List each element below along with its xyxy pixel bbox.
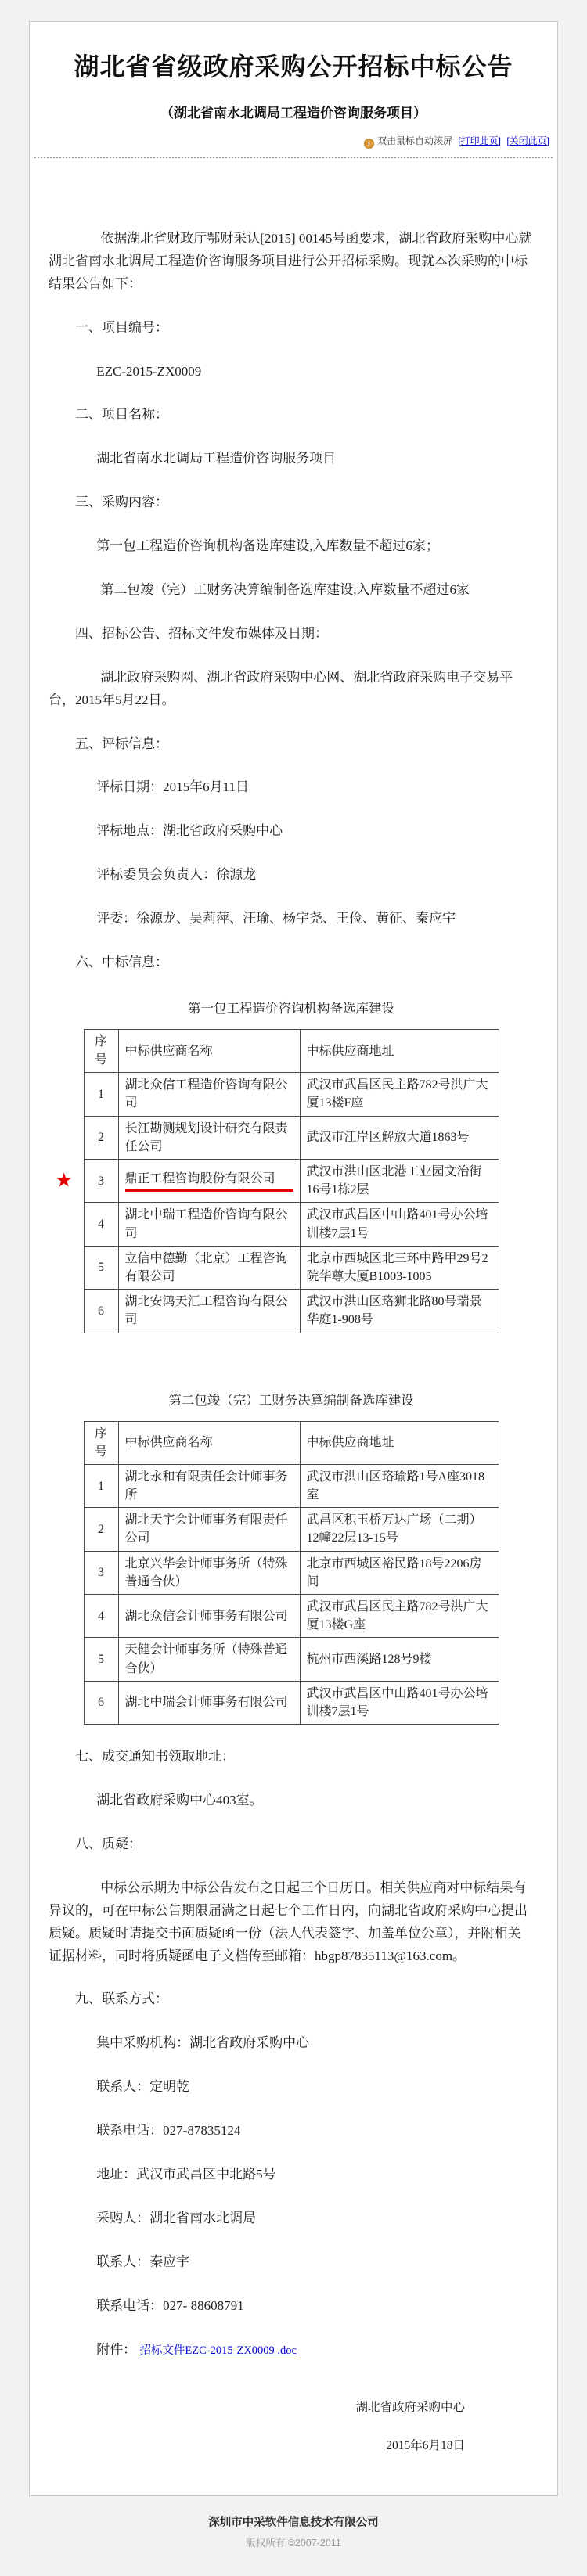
doc-paragraph: 联系电话：027- 88608791 xyxy=(96,2297,244,2313)
doc-paragraph: 联系人：定明乾 xyxy=(96,2079,190,2095)
row-seq: 6 xyxy=(84,1681,118,1724)
doc-paragraph: 评标日期：2015年6月11日 xyxy=(96,779,250,795)
supplier-name: 湖北天宇会计师事务有限责任公司 xyxy=(124,1513,288,1545)
supplier-name: 鼎正工程咨询股份有限公司 xyxy=(125,1170,294,1192)
doc-paragraph: 湖北省政府采购中心403室。 xyxy=(96,1793,263,1808)
row-seq: 2 xyxy=(84,1508,118,1551)
supplier-address: 武汉市武昌区中山路401号办公培训楼7层1号 xyxy=(300,1203,499,1246)
supplier-row xyxy=(84,1116,499,1159)
doc-paragraph: EZC-2015-ZX0009 xyxy=(96,363,202,379)
supplier-row xyxy=(84,1073,499,1116)
col-header-supplier-name: 中标供应商名称 xyxy=(118,1029,300,1072)
supplier-name: 立信中德勤（北京）工程咨询有限公司 xyxy=(124,1251,288,1283)
document-body xyxy=(30,158,557,2456)
page-title: 湖北省省级政府采购公开招标中标公告 xyxy=(74,52,513,81)
col-header-supplier-name: 中标供应商名称 xyxy=(118,1421,300,1464)
doc-paragraph: 评委：徐源龙、吴莉萍、汪瑜、杨宇尧、王俭、黄征、秦应宇 xyxy=(96,911,456,926)
supplier-address: 北京市西城区北三环中路甲29号2院华尊大厦B1003-1005 xyxy=(300,1246,499,1289)
row-seq: 5 xyxy=(98,1261,104,1275)
attachment-line xyxy=(49,2339,534,2362)
doc-paragraph: 联系人：秦应宇 xyxy=(96,2254,190,2269)
print-page-link[interactable]: [打印此页] xyxy=(458,135,501,146)
supplier-address: 杭州市西溪路128号9楼 xyxy=(300,1638,499,1681)
supplier-name: 湖北中瑞工程造价咨询有限公司 xyxy=(124,1208,288,1240)
row-seq: 4 xyxy=(98,1218,104,1232)
supplier-row xyxy=(84,1203,499,1246)
supplier-row xyxy=(84,1638,499,1681)
supplier-row xyxy=(84,1290,499,1333)
package1-supplier-table xyxy=(55,1029,499,1333)
signature-date: 2015年6月18日 xyxy=(386,2439,465,2453)
attachment-doc-link[interactable]: 招标文件EZC-2015-ZX0009 .doc xyxy=(139,2344,297,2357)
supplier-name: 湖北安鸿天汇工程咨询有限公司 xyxy=(124,1295,288,1327)
doc-paragraph: 中标公示期为中标公告发布之日起三个日历日。相关供应商对中标结果有异议的，可在中标公告期限届满之日起七个工作日内，向湖北省政府采购中心提出质疑。质疑时请提交书面质疑函一份（法人代表签字、加盖单位公章），并附相关证据材料，同时将质疑函电子文档传至邮箱：hbgp87835113@163.com。 xyxy=(49,1880,528,1963)
supplier-address: 武汉市洪山区北港工业园文治街16号1栋2层 xyxy=(300,1160,499,1203)
supplier-row xyxy=(84,1681,499,1724)
row-seq: 1 xyxy=(98,1087,104,1101)
supplier-address: 武汉市洪山区珞狮北路80号瑞景华庭1-908号 xyxy=(300,1290,499,1333)
row-seq: 4 xyxy=(84,1595,118,1638)
doc-paragraph: 第二包竣（完）工财务决算编制备选库建设,入库数量不超过6家 xyxy=(100,582,470,598)
supplier-row xyxy=(84,1246,499,1289)
doc-paragraph: 七、成交通知书领取地址： xyxy=(75,1749,235,1765)
package1-table-caption: 第一包工程造价咨询机构备选库建设 xyxy=(188,1000,394,1016)
row-seq: 6 xyxy=(98,1304,104,1318)
signature-org: 湖北省政府采购中心 xyxy=(355,2401,465,2415)
toolbar xyxy=(30,134,557,149)
supplier-name: 湖北众信会计师事务有限公司 xyxy=(124,1609,288,1623)
announcement-document xyxy=(29,21,558,2496)
attachment-label: 附件： xyxy=(96,2341,137,2357)
doc-paragraph: 采购人：湖北省南水北调局 xyxy=(96,2210,257,2225)
row-seq: 5 xyxy=(84,1638,118,1681)
supplier-name: 天健会计师事务所（特殊普通合伙） xyxy=(124,1643,288,1675)
supplier-row xyxy=(84,1551,499,1594)
doc-paragraph: 四、招标公告、招标文件发布媒体及日期： xyxy=(75,625,328,641)
supplier-address: 武汉市武昌区中山路401号办公培训楼7层1号 xyxy=(300,1681,499,1724)
doc-paragraph: 第一包工程造价咨询机构备选库建设,入库数量不超过6家； xyxy=(96,538,439,554)
paragraph-group-1 xyxy=(49,228,534,974)
doc-paragraph: 八、质疑： xyxy=(75,1836,142,1851)
doc-paragraph: 集中采购机构：湖北省政府采购中心 xyxy=(96,2035,310,2051)
supplier-address: 武汉市洪山区珞瑜路1号A座3018室 xyxy=(300,1464,499,1507)
col-header-seq: 序号 xyxy=(84,1421,118,1464)
doc-paragraph: 评标委员会负责人：徐源龙 xyxy=(96,867,257,883)
supplier-address: 武汉市江岸区解放大道1863号 xyxy=(300,1116,499,1159)
col-header-supplier-addr: 中标供应商地址 xyxy=(300,1029,499,1072)
col-header-supplier-addr: 中标供应商地址 xyxy=(300,1421,499,1464)
table-header-row xyxy=(84,1029,499,1072)
col-header-seq: 序号 xyxy=(84,1029,118,1072)
autoscroll-icon: i xyxy=(364,139,374,149)
supplier-address: 武昌区积玉桥万达广场（二期）12幢22层13-15号 xyxy=(300,1508,499,1551)
doc-paragraph: 九、联系方式： xyxy=(75,1991,168,2007)
supplier-name: 湖北永和有限责任会计师事务所 xyxy=(124,1470,288,1502)
package2-table-caption: 第二包竣（完）工财务决算编制备选库建设 xyxy=(168,1392,414,1408)
doc-paragraph: 评标地点：湖北省政府采购中心 xyxy=(96,823,283,839)
package2-supplier-table xyxy=(84,1421,499,1725)
doc-paragraph: 三、采购内容： xyxy=(75,495,168,510)
site-footer xyxy=(0,2496,587,2576)
supplier-address: 武汉市武昌区民主路782号洪广大厦13楼F座 xyxy=(300,1073,499,1116)
supplier-row xyxy=(84,1160,499,1203)
supplier-name: 湖北中瑞会计师事务有限公司 xyxy=(124,1696,288,1710)
doc-paragraph: 联系电话：027-87835124 xyxy=(96,2123,241,2139)
page-subtitle: （湖北省南水北调局工程造价咨询服务项目） xyxy=(160,106,427,121)
row-seq: 2 xyxy=(98,1131,104,1145)
doc-paragraph: 地址：武汉市武昌区中北路5号 xyxy=(96,2166,276,2182)
supplier-name: 北京兴华会计师事务所（特殊普通合伙） xyxy=(124,1556,288,1588)
red-star-marker: ★ xyxy=(55,1170,73,1192)
doc-paragraph: 二、项目名称： xyxy=(75,407,168,423)
table-header-row xyxy=(84,1421,499,1464)
doc-paragraph: 湖北省南水北调局工程造价咨询服务项目 xyxy=(96,451,337,466)
doc-paragraph: 五、评标信息： xyxy=(75,736,168,751)
doc-paragraph: 依据湖北省财政厅鄂财采认[2015] 00145号函要求，湖北省政府采购中心就湖北省南水北调局工程造价咨询服务项目进行公开招标采购。现就本次采购的中标结果公告如下： xyxy=(49,231,532,291)
supplier-row xyxy=(84,1595,499,1638)
autoscroll-label: 双击鼠标自动滚屏 xyxy=(376,135,452,146)
footer-copyright: 版权所有 ©2007-2011 xyxy=(246,2538,341,2549)
signature-block xyxy=(49,2398,534,2456)
close-page-link[interactable]: [关闭此页] xyxy=(506,135,549,146)
supplier-name: 湖北众信工程造价咨询有限公司 xyxy=(124,1078,288,1110)
paragraph-group-2 xyxy=(49,1746,534,2317)
supplier-address: 武汉市武昌区民主路782号洪广大厦13楼G座 xyxy=(300,1595,499,1638)
row-seq: 3 xyxy=(98,1174,104,1188)
doc-paragraph: 一、项目编号： xyxy=(75,319,168,335)
footer-company: 深圳市中采软件信息技术有限公司 xyxy=(208,2517,379,2530)
supplier-row xyxy=(84,1464,499,1507)
supplier-name: 长江勘测规划设计研究有限责任公司 xyxy=(124,1121,288,1153)
supplier-row xyxy=(84,1508,499,1551)
supplier-address: 北京市西城区裕民路18号2206房间 xyxy=(300,1551,499,1594)
doc-paragraph: 六、中标信息： xyxy=(75,955,168,970)
row-seq: 3 xyxy=(84,1551,118,1594)
doc-paragraph: 湖北政府采购网、湖北省政府采购中心网、湖北省政府采购电子交易平台，2015年5月22日。 xyxy=(49,669,513,707)
row-seq: 1 xyxy=(84,1464,118,1507)
